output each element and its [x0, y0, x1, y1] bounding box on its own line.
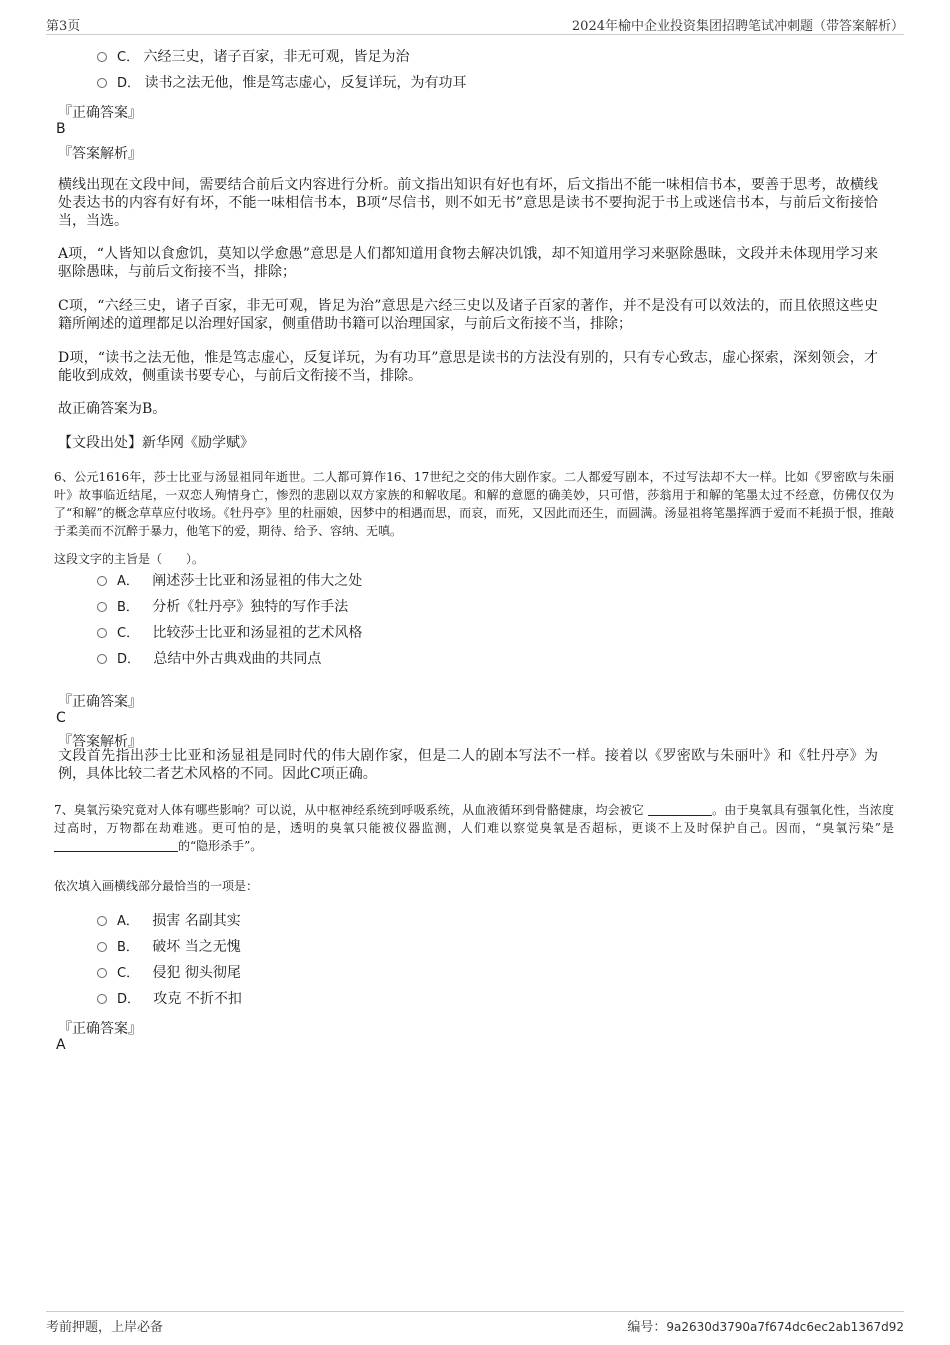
page-number: 第3页	[46, 19, 81, 34]
blank-line	[54, 839, 178, 852]
radio-icon[interactable]	[97, 628, 107, 638]
document-title: 2024年榆中企业投资集团招聘笔试冲刺题（带答案解析）	[571, 19, 904, 34]
answer-value: C	[56, 710, 66, 726]
analysis-label: 『答案解析』	[58, 146, 142, 162]
option-a[interactable]: A． 阐述莎士比亚和汤显祖的伟大之处	[97, 571, 362, 591]
option-a[interactable]: A． 损害 名副其实	[97, 911, 241, 931]
passage-source: 【文段出处】新华网《励学赋》	[58, 435, 254, 451]
question-passage: 7、臭氧污染究竟对人体有哪些影响？可以说，从中枢神经系统到呼吸系统，从血液循环到骨骼健康，均会被它 。由于臭氧具有强氧化性，当浓度过高时，万物都在劫难逃。更可怕的是，透明的臭氧只能被仪器监测，人们难以察觉臭氧是否超标，更谈不上及时保护自己。因而，“臭氧污染”是 的“隐形杀手”。	[54, 803, 894, 853]
answer-label: 『正确答案』	[58, 1021, 142, 1037]
page-header	[46, 14, 904, 35]
analysis-label: 『答案解析』	[58, 734, 142, 750]
radio-icon[interactable]	[97, 916, 107, 926]
analysis-paragraph: 文段首先指出莎士比亚和汤显祖是同时代的伟大剧作家，但是二人的剧本写法不一样。接着以《罗密欧与朱丽叶》和《牡丹亭》为例，具体比较二者艺术风格的不同。因此C项正确。	[58, 748, 878, 782]
radio-icon[interactable]	[97, 942, 107, 952]
radio-icon[interactable]	[97, 602, 107, 612]
analysis-paragraph: A项，“人皆知以食愈饥，莫知以学愈愚”意思是人们都知道用食物去解决饥饿，却不知道用学习来驱除愚昧，文段并未体现用学习来驱除愚昧，与前后文衔接不当，排除；	[58, 246, 878, 280]
option-b[interactable]: B． 破坏 当之无愧	[97, 937, 241, 957]
option-d[interactable]: D． 读书之法无他，惟是笃志虚心，反复详玩，为有功耳	[97, 73, 466, 93]
radio-icon[interactable]	[97, 654, 107, 664]
analysis-paragraph: 横线出现在文段中间，需要结合前后文内容进行分析。前文指出知识有好也有坏，后文指出不能一味相信书本，要善于思考，故横线处表达书的内容有好有坏，不能一味相信书本，B项“尽信书，则不如无书”意思是读书不要拘泥于书上或迷信书本，与前后文衔接恰当，当选。	[58, 177, 878, 229]
blank-line	[648, 803, 712, 816]
answer-value: A	[56, 1037, 66, 1053]
document-code: 编号：9a2630d3790a7f674dc6ec2ab1367d92	[627, 1320, 904, 1335]
page-footer	[46, 1311, 904, 1335]
option-b[interactable]: B． 分析《牡丹亭》独特的写作手法	[97, 597, 348, 617]
radio-icon[interactable]	[97, 52, 107, 62]
answer-label: 『正确答案』	[58, 694, 142, 710]
radio-icon[interactable]	[97, 78, 107, 88]
radio-icon[interactable]	[97, 968, 107, 978]
analysis-paragraph: C项，“六经三史，诸子百家，非无可观，皆足为治”意思是六经三史以及诸子百家的著作，并不是没有可以效法的，而且依照这些史籍所阐述的道理都足以治理好国家，侧重借助书籍可以治理国家，与前后文衔接不当，排除；	[58, 298, 878, 332]
question-prompt: 依次填入画横线部分最恰当的一项是：	[54, 879, 259, 893]
analysis-conclusion: 故正确答案为B。	[58, 401, 167, 417]
question-prompt: 这段文字的主旨是（ ）。	[54, 552, 205, 566]
option-c[interactable]: C． 六经三史，诸子百家，非无可观，皆足为治	[97, 47, 410, 67]
analysis-paragraph: D项，“读书之法无他，惟是笃志虚心，反复详玩，为有功耳”意思是读书的方法没有别的，只有专心致志，虚心探索，深刻领会，才能收到成效，侧重读书要专心，与前后文衔接不当，排除。	[58, 350, 878, 384]
footer-slogan: 考前押题，上岸必备	[46, 1320, 164, 1335]
radio-icon[interactable]	[97, 994, 107, 1004]
option-d[interactable]: D． 攻克 不折不扣	[97, 989, 242, 1009]
answer-value: B	[56, 121, 66, 137]
option-c[interactable]: C． 侵犯 彻头彻尾	[97, 963, 241, 983]
answer-label: 『正确答案』	[58, 105, 142, 121]
option-d[interactable]: D． 总结中外古典戏曲的共同点	[97, 649, 321, 669]
question-passage: 6、公元1616年，莎士比亚与汤显祖同年逝世。二人都可算作16、17世纪之交的伟大剧作家。二人都爱写剧本，不过写法却不大一样。比如《罗密欧与朱丽叶》故事临近结尾，一双恋人殉情身亡，惨烈的悲剧以双方家族的和解收尾。和解的意愿的确美妙，只可惜，莎翁用于和解的笔墨太过不经意，仿佛仅仅为了“和解”的概念草草应付收场。《牡丹亭》里的杜丽娘，因梦中的相遇而思，而哀，而死，又因此而还生，而圆满。汤显祖将笔墨挥洒于爱而不耗损于恨，推敲于柔美而不沉醉于暴力，他笔下的爱，期待、给予、容纳、无嗔。	[54, 470, 894, 538]
radio-icon[interactable]	[97, 576, 107, 586]
option-c[interactable]: C． 比较莎士比亚和汤显祖的艺术风格	[97, 623, 362, 643]
